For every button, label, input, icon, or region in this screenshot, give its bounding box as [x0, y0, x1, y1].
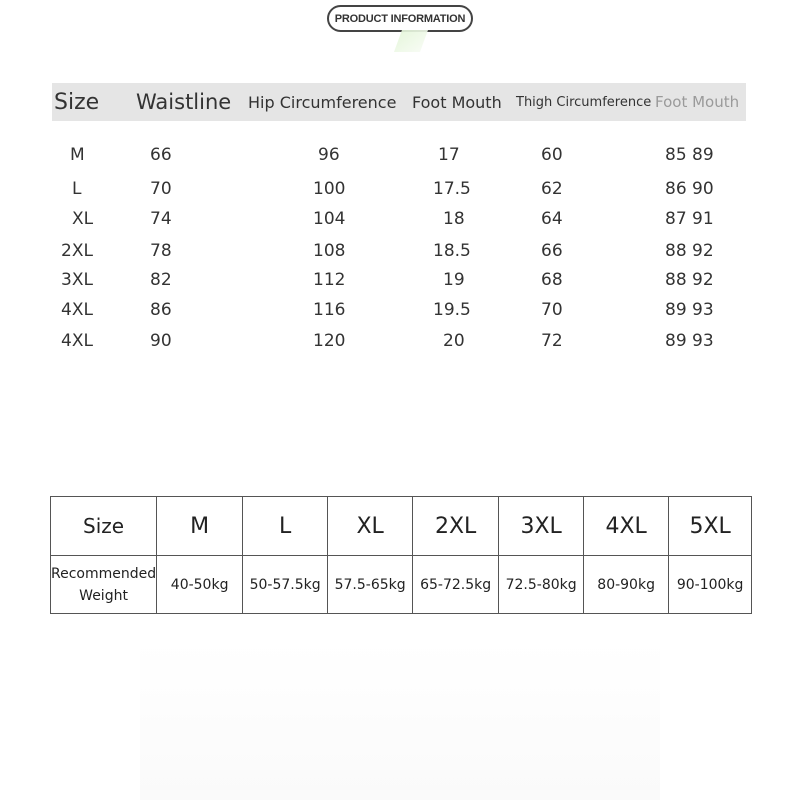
size-label: Size: [51, 497, 157, 556]
product-information-badge: PRODUCT INFORMATION: [327, 5, 473, 32]
thigh-cell: 66: [541, 241, 563, 261]
thigh-cell: 72: [541, 331, 563, 351]
size-cell: L: [72, 179, 82, 199]
table-row: [0, 206, 800, 232]
header-thigh-circumference: Thigh Circumference: [516, 94, 652, 110]
table-row: [0, 267, 800, 293]
foot-mouth-2-cell: 85 89: [665, 145, 714, 165]
size-header: L: [243, 497, 328, 556]
header-foot-mouth-2: Foot Mouth: [655, 93, 740, 111]
hip-cell: 108: [313, 241, 346, 261]
size-cell: 3XL: [61, 270, 93, 290]
foot-mouth-2-cell: 89 93: [665, 300, 714, 320]
foot-mouth-2-cell: 86 90: [665, 179, 714, 199]
size-header: 5XL: [669, 497, 752, 556]
waist-cell: 66: [150, 145, 172, 165]
hip-cell: 104: [313, 209, 346, 229]
header-foot-mouth: Foot Mouth: [412, 92, 502, 112]
waist-cell: 86: [150, 300, 172, 320]
leaf-watermark-icon: [394, 30, 428, 52]
table-row: [51, 497, 752, 556]
thigh-cell: 64: [541, 209, 563, 229]
waist-cell: 78: [150, 241, 172, 261]
size-cell: M: [70, 145, 85, 165]
hip-cell: 116: [313, 300, 346, 320]
table-row: [0, 176, 800, 202]
waist-cell: 70: [150, 179, 172, 199]
thigh-cell: 62: [541, 179, 563, 199]
foot-mouth-2-cell: 87 91: [665, 209, 714, 229]
weight-cell: 50-57.5kg: [243, 556, 328, 614]
foot-mouth-cell: 20: [443, 331, 465, 351]
size-header: 3XL: [499, 497, 584, 556]
foot-mouth-cell: 18: [443, 209, 465, 229]
foot-mouth-2-cell: 89 93: [665, 331, 714, 351]
size-header: 4XL: [584, 497, 669, 556]
table-row: [0, 297, 800, 323]
thigh-cell: 70: [541, 300, 563, 320]
size-cell: 2XL: [61, 241, 93, 261]
recommended-weight-label-line1: Recommended: [51, 565, 157, 582]
table-row: [51, 556, 752, 614]
foot-mouth-cell: 17: [438, 145, 460, 165]
header-hip-circumference: Hip Circumference: [248, 92, 397, 112]
waist-cell: 74: [150, 209, 172, 229]
weight-cell: 90-100kg: [669, 556, 752, 614]
hip-cell: 112: [313, 270, 346, 290]
table-row: [0, 142, 800, 168]
hip-cell: 100: [313, 179, 346, 199]
waist-cell: 90: [150, 331, 172, 351]
size-cell: 4XL: [61, 331, 93, 351]
hip-cell: 96: [318, 145, 340, 165]
weight-cell: 57.5-65kg: [328, 556, 413, 614]
foot-mouth-cell: 17.5: [433, 179, 471, 199]
size-header: 2XL: [413, 497, 499, 556]
waist-cell: 82: [150, 270, 172, 290]
weight-cell: 40-50kg: [157, 556, 243, 614]
thigh-cell: 68: [541, 270, 563, 290]
table-row: [0, 328, 800, 354]
foot-mouth-cell: 19: [443, 270, 465, 290]
table-row: [0, 238, 800, 264]
foot-mouth-2-cell: 88 92: [665, 241, 714, 261]
recommended-weight-table: [50, 496, 752, 614]
recommended-weight-label-line2: Weight: [79, 587, 128, 604]
foot-mouth-cell: 19.5: [433, 300, 471, 320]
recommended-weight-label: [51, 556, 157, 614]
size-header: XL: [328, 497, 413, 556]
hip-cell: 120: [313, 331, 346, 351]
size-header: M: [157, 497, 243, 556]
foot-mouth-2-cell: 88 92: [665, 270, 714, 290]
size-cell: XL: [72, 209, 94, 229]
header-waistline: Waistline: [136, 90, 232, 114]
weight-cell: 65-72.5kg: [413, 556, 499, 614]
foot-mouth-cell: 18.5: [433, 241, 471, 261]
background-shade: [140, 640, 660, 800]
size-cell: 4XL: [61, 300, 93, 320]
weight-cell: 80-90kg: [584, 556, 669, 614]
header-size: Size: [54, 89, 100, 115]
thigh-cell: 60: [541, 145, 563, 165]
weight-cell: 72.5-80kg: [499, 556, 584, 614]
